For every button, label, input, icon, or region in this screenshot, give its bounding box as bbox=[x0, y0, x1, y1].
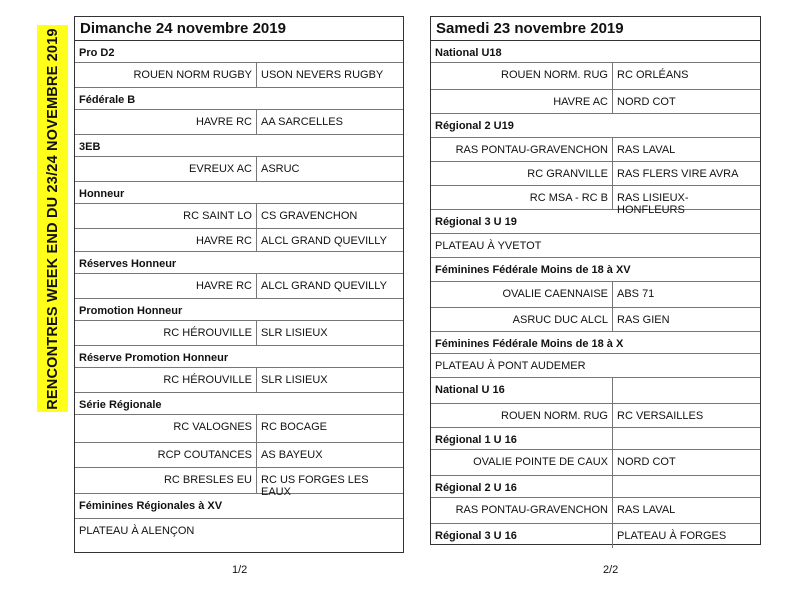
venue-text: PLATEAU À YVETOT bbox=[435, 240, 542, 252]
match-row bbox=[75, 415, 403, 443]
saturday-schedule bbox=[430, 16, 761, 545]
home-team: RC VALOGNES bbox=[75, 415, 257, 442]
category-label: National U 16 bbox=[431, 378, 613, 403]
match-row bbox=[75, 157, 403, 182]
category-label: Promotion Honneur bbox=[79, 305, 183, 317]
category-row bbox=[75, 41, 403, 63]
away-team: RAS LAVAL bbox=[617, 144, 676, 156]
sunday-title: Dimanche 24 novembre 2019 bbox=[75, 17, 403, 41]
match-row bbox=[431, 186, 760, 216]
match-row bbox=[431, 138, 760, 162]
home-team: HAVRE RC bbox=[75, 274, 257, 298]
category-label: Régional 3 U 19 bbox=[435, 216, 517, 228]
category-row bbox=[75, 393, 403, 415]
home-team: ASRUC DUC ALCL bbox=[431, 308, 613, 331]
category-row bbox=[431, 41, 760, 63]
home-team: RC HÉROUVILLE bbox=[75, 368, 257, 392]
category-label: Série Régionale bbox=[79, 399, 162, 411]
away-team: ABS 71 bbox=[617, 288, 655, 300]
category-row bbox=[75, 252, 403, 274]
away-team: RC BOCAGE bbox=[261, 421, 328, 433]
empty-cell bbox=[613, 378, 760, 403]
match-row bbox=[75, 468, 403, 498]
away-team: USON NEVERS RUGBY bbox=[261, 69, 384, 81]
away-team: CS GRAVENCHON bbox=[261, 210, 358, 222]
venue-row bbox=[431, 234, 760, 258]
category-row bbox=[431, 258, 760, 282]
category-row bbox=[75, 182, 403, 204]
sunday-rows bbox=[75, 41, 403, 543]
away-team: NORD COT bbox=[617, 456, 676, 468]
saturday-rows bbox=[431, 41, 760, 548]
category-row bbox=[75, 135, 403, 157]
away-team: SLR LISIEUX bbox=[261, 374, 328, 386]
category-label: Régional 3 U 16 bbox=[431, 524, 613, 548]
category-row bbox=[75, 494, 403, 519]
home-team: RC HÉROUVILLE bbox=[75, 321, 257, 345]
match-row bbox=[431, 282, 760, 308]
venue-row bbox=[75, 519, 403, 543]
venue-text: PLATEAU À PONT AUDEMER bbox=[435, 360, 586, 372]
category-label: Réserves Honneur bbox=[79, 258, 177, 270]
category-row bbox=[431, 332, 760, 354]
match-row bbox=[75, 110, 403, 135]
match-row bbox=[75, 63, 403, 88]
home-team: OVALIE POINTE DE CAUX bbox=[431, 450, 613, 475]
away-team: RC ORLÉANS bbox=[617, 69, 689, 81]
away-team: AS BAYEUX bbox=[261, 449, 323, 461]
match-row bbox=[431, 498, 760, 524]
home-team: RC BRESLES EU bbox=[75, 468, 257, 493]
home-team: RC GRANVILLE bbox=[431, 162, 613, 185]
category-label: Fédérale B bbox=[79, 94, 136, 106]
category-row bbox=[431, 378, 760, 404]
category-row bbox=[431, 210, 760, 234]
category-label: Régional 2 U19 bbox=[435, 120, 514, 132]
home-team: HAVRE AC bbox=[431, 90, 613, 113]
venue-text: PLATEAU À FORGES bbox=[617, 530, 727, 542]
match-row bbox=[431, 308, 760, 332]
sunday-schedule bbox=[74, 16, 404, 553]
away-team: AA SARCELLES bbox=[261, 116, 343, 128]
category-row bbox=[75, 299, 403, 321]
category-label: Féminines Régionales à XV bbox=[79, 500, 223, 512]
match-row bbox=[431, 90, 760, 114]
away-team: RAS LISIEUX-HONFLEURS bbox=[617, 192, 689, 216]
away-team: ALCL GRAND QUEVILLY bbox=[261, 280, 387, 292]
venue-row bbox=[431, 354, 760, 378]
empty-cell bbox=[613, 428, 760, 449]
page-number-left: 1/2 bbox=[232, 564, 248, 576]
home-team: ROUEN NORM RUGBY bbox=[75, 63, 257, 87]
match-row bbox=[431, 63, 760, 90]
match-row bbox=[431, 404, 760, 428]
category-label: Honneur bbox=[79, 188, 125, 200]
away-team: RAS GIEN bbox=[617, 314, 670, 326]
away-team: NORD COT bbox=[617, 96, 676, 108]
category-label: Réserve Promotion Honneur bbox=[79, 352, 229, 364]
category-label: Régional 2 U 16 bbox=[431, 476, 613, 497]
home-team: RC MSA - RC B bbox=[431, 186, 613, 209]
match-row bbox=[75, 321, 403, 346]
home-team: EVREUX AC bbox=[75, 157, 257, 181]
match-row bbox=[431, 450, 760, 476]
away-team: RC US FORGES LES EAUX bbox=[261, 474, 369, 498]
empty-cell bbox=[613, 476, 760, 497]
category-row bbox=[431, 114, 760, 138]
venue-text: PLATEAU À ALENÇON bbox=[79, 525, 195, 537]
category-row bbox=[431, 428, 760, 450]
home-team: ROUEN NORM. RUG bbox=[431, 63, 613, 89]
category-row bbox=[75, 88, 403, 110]
away-team: RAS FLERS VIRE AVRA bbox=[617, 168, 739, 180]
category-label: 3EB bbox=[79, 141, 101, 153]
category-label: Féminines Fédérale Moins de 18 à X bbox=[435, 338, 624, 350]
match-row bbox=[431, 162, 760, 186]
category-label: National U18 bbox=[435, 47, 502, 59]
page-number-right: 2/2 bbox=[603, 564, 619, 576]
home-team: HAVRE RC bbox=[75, 229, 257, 251]
match-row bbox=[75, 368, 403, 393]
away-team: ALCL GRAND QUEVILLY bbox=[261, 235, 387, 247]
home-team: RC SAINT LO bbox=[75, 204, 257, 228]
category-label: Pro D2 bbox=[79, 47, 115, 59]
match-row bbox=[75, 204, 403, 229]
away-team: RAS LAVAL bbox=[617, 504, 676, 516]
home-team: OVALIE CAENNAISE bbox=[431, 282, 613, 307]
match-row bbox=[75, 229, 403, 252]
home-team: RCP COUTANCES bbox=[75, 443, 257, 467]
home-team: ROUEN NORM. RUG bbox=[431, 404, 613, 427]
match-row bbox=[75, 274, 403, 299]
match-row bbox=[75, 443, 403, 468]
category-row bbox=[431, 476, 760, 498]
category-row bbox=[431, 524, 760, 548]
category-label: Régional 1 U 16 bbox=[431, 428, 613, 449]
category-label: Féminines Fédérale Moins de 18 à XV bbox=[435, 264, 631, 276]
home-team: RAS PONTAU-GRAVENCHON bbox=[431, 138, 613, 161]
category-row bbox=[75, 346, 403, 368]
home-team: RAS PONTAU-GRAVENCHON bbox=[431, 498, 613, 523]
away-team: RC VERSAILLES bbox=[617, 410, 704, 422]
away-team: SLR LISIEUX bbox=[261, 327, 328, 339]
away-team: ASRUC bbox=[261, 163, 300, 175]
saturday-title: Samedi 23 novembre 2019 bbox=[431, 17, 760, 41]
banner-text: RENCONTRES WEEK END DU 23/24 NOVEMBRE 2019 bbox=[44, 27, 61, 410]
title-banner bbox=[37, 25, 68, 412]
home-team: HAVRE RC bbox=[75, 110, 257, 134]
